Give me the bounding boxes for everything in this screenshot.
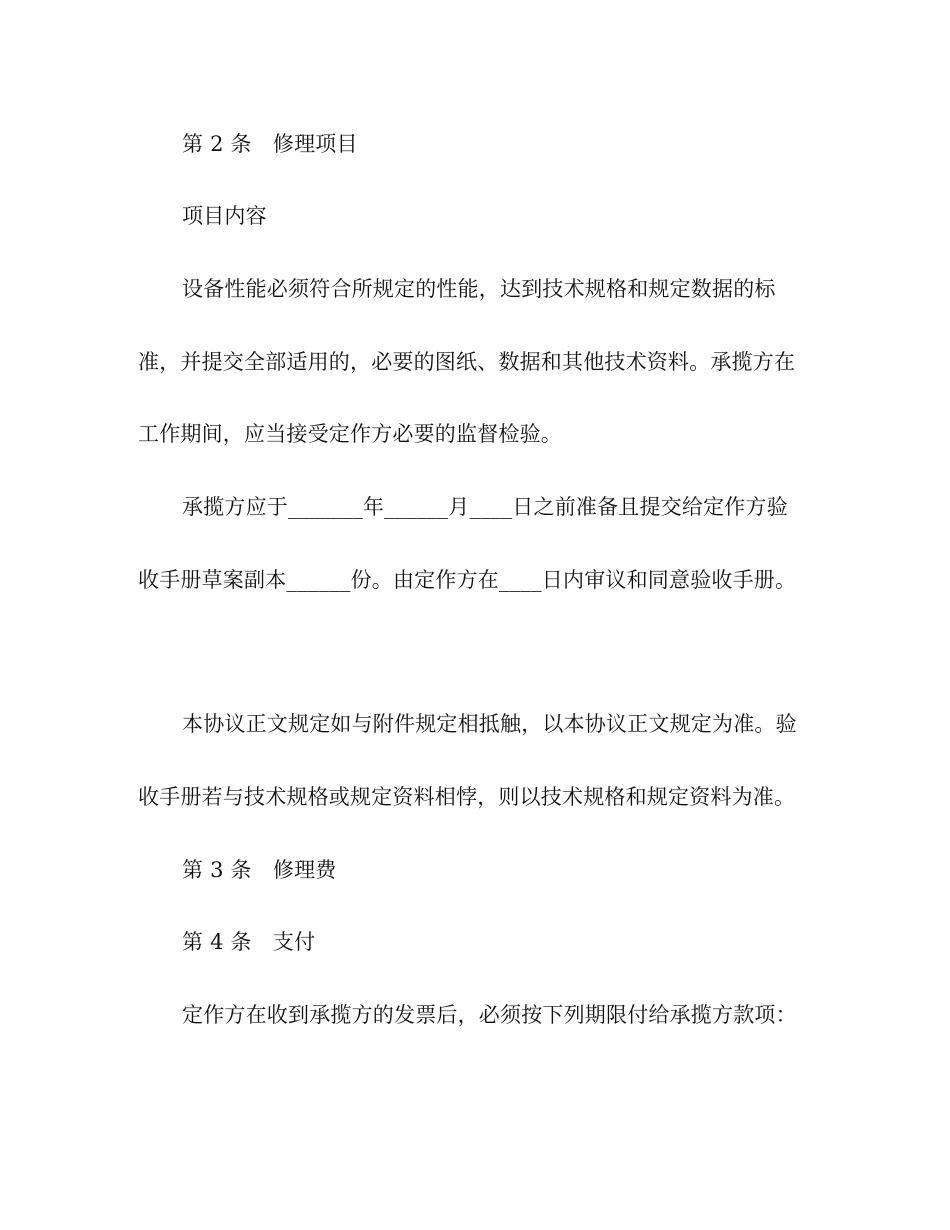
- paragraph-line: 定作方在收到承揽方的发票后，必须按下列期限付给承揽方款项：: [182, 1003, 797, 1027]
- article-2-heading: 第 2 条 修理项目: [182, 132, 358, 156]
- paragraph-line: 本协议正文规定如与附件规定相抵触，以本协议正文规定为准。验: [182, 712, 797, 736]
- article-4-heading: 第 4 条 支付: [182, 930, 316, 954]
- paragraph-line: 收手册若与技术规格或规定资料相悖，则以技术规格和规定资料为准。: [138, 785, 796, 809]
- paragraph-line: 工作期间，应当接受定作方必要的监督检验。: [138, 422, 562, 446]
- paragraph-line: 准，并提交全部适用的，必要的图纸、数据和其他技术资料。承揽方在: [138, 350, 796, 374]
- paragraph-line: 收手册草案副本______份。由定作方在____日内审议和同意验收手册。: [138, 568, 797, 592]
- paragraph-line: 设备性能必须符合所规定的性能，达到技术规格和规定数据的标: [182, 277, 776, 301]
- article-3-heading: 第 3 条 修理费: [182, 858, 337, 882]
- item-content-heading: 项目内容: [182, 204, 267, 228]
- paragraph-line: 承揽方应于_______年______月____日之前准备且提交给定作方验: [182, 495, 788, 519]
